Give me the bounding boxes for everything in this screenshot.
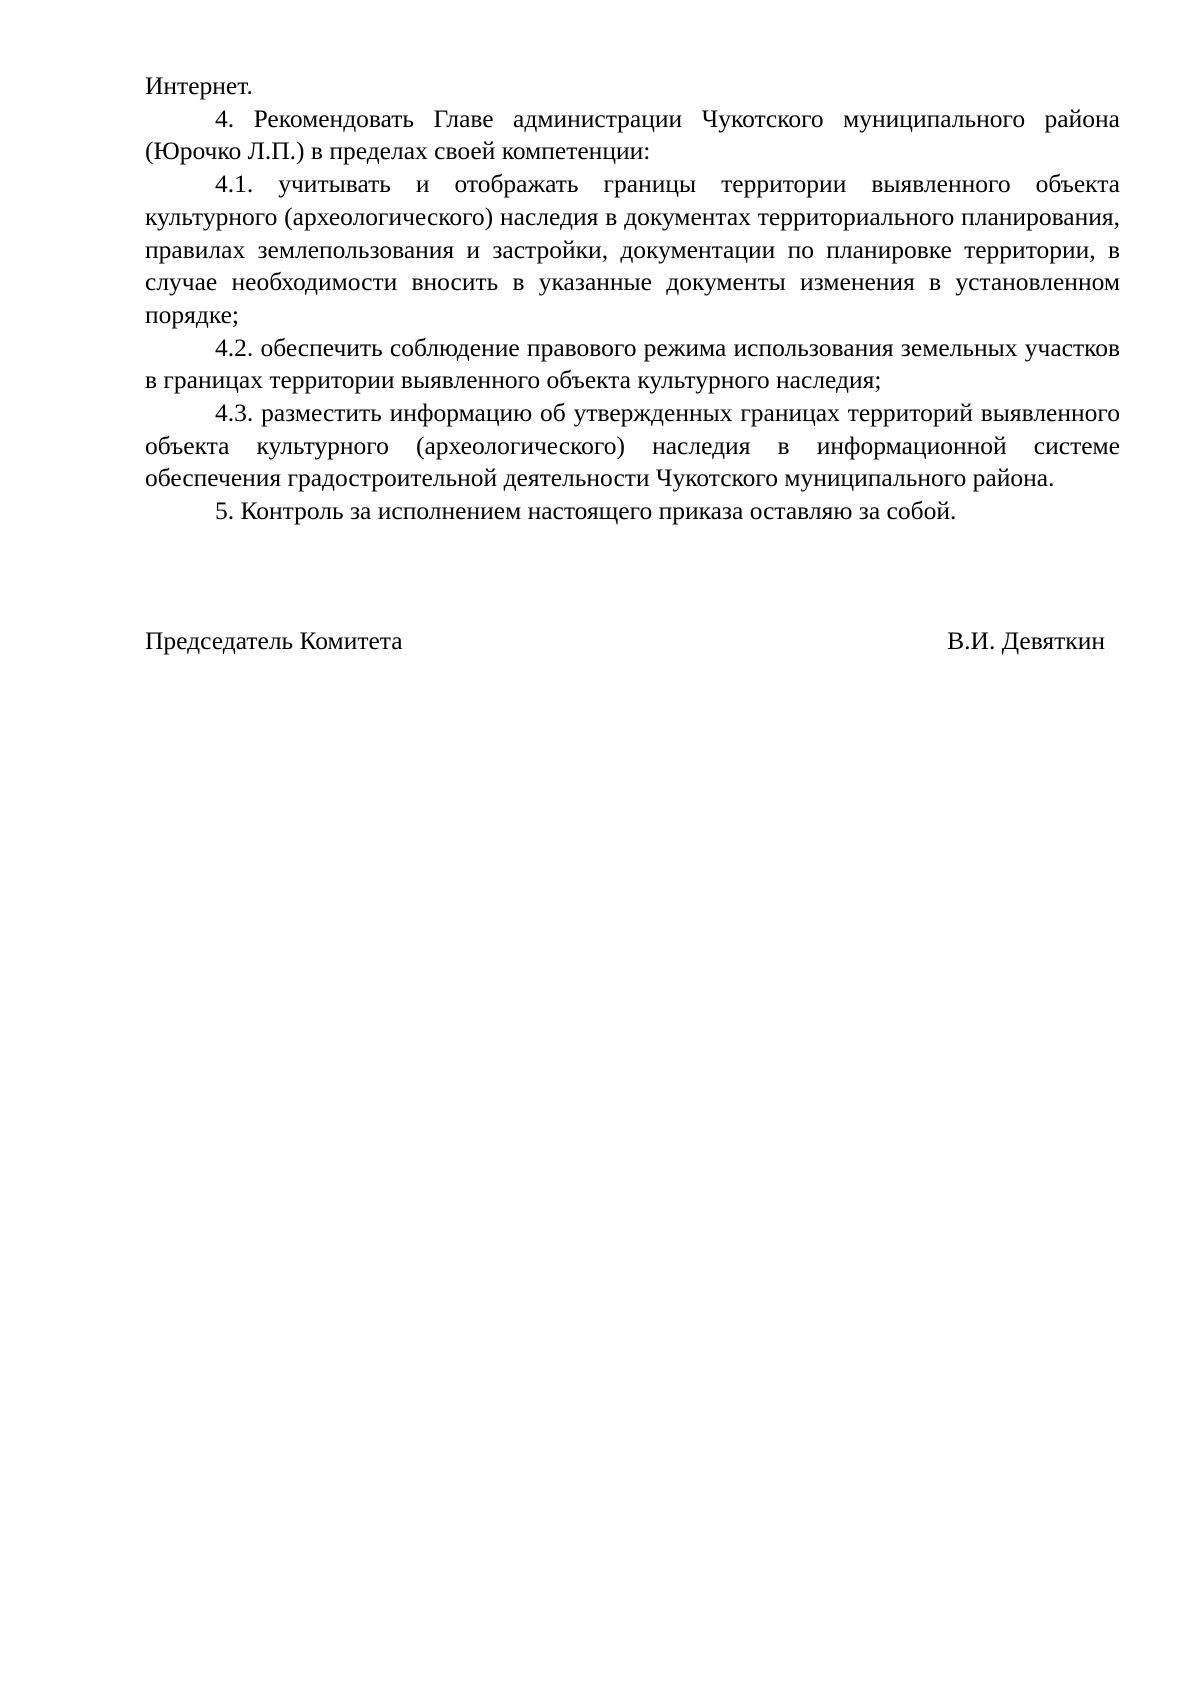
paragraph-item-4-3: 4.3. разместить информацию об утвержденных границах территорий выявленного объекта культурного (археологического) наследия в информационной системе обеспечения градостроительной деятельности Чукотского муниципального района. [145, 398, 1120, 493]
paragraph-item-4-1: 4.1. учитывать и отображать границы территории выявленного объекта культурного (археологического) наследия в документах территориального планирования, правилах землепользования и застройки, документации по планировке территории, в случае необходимости вносить в указанные документы изменения в установленном порядке; [145, 169, 1120, 329]
paragraph-item-4-2: 4.2. обеспечить соблюдение правового режима использования земельных участков в границах территории выявленного объекта культурного наследия; [145, 332, 1120, 395]
paragraph-item-4: 4. Рекомендовать Главе администрации Чукотского муниципального района (Юрочко Л.П.) в пределах своей компетенции: [145, 103, 1120, 166]
paragraph-continuation: Интернет. [145, 71, 253, 100]
document-body [145, 70, 1120, 528]
signatory-name: В.И. Девяткин [947, 626, 1105, 655]
signature-block [145, 625, 1105, 657]
signatory-position: Председатель Комитета [145, 626, 403, 655]
paragraph-item-5: 5. Контроль за исполнением настоящего приказа оставляю за собой. [215, 496, 957, 526]
